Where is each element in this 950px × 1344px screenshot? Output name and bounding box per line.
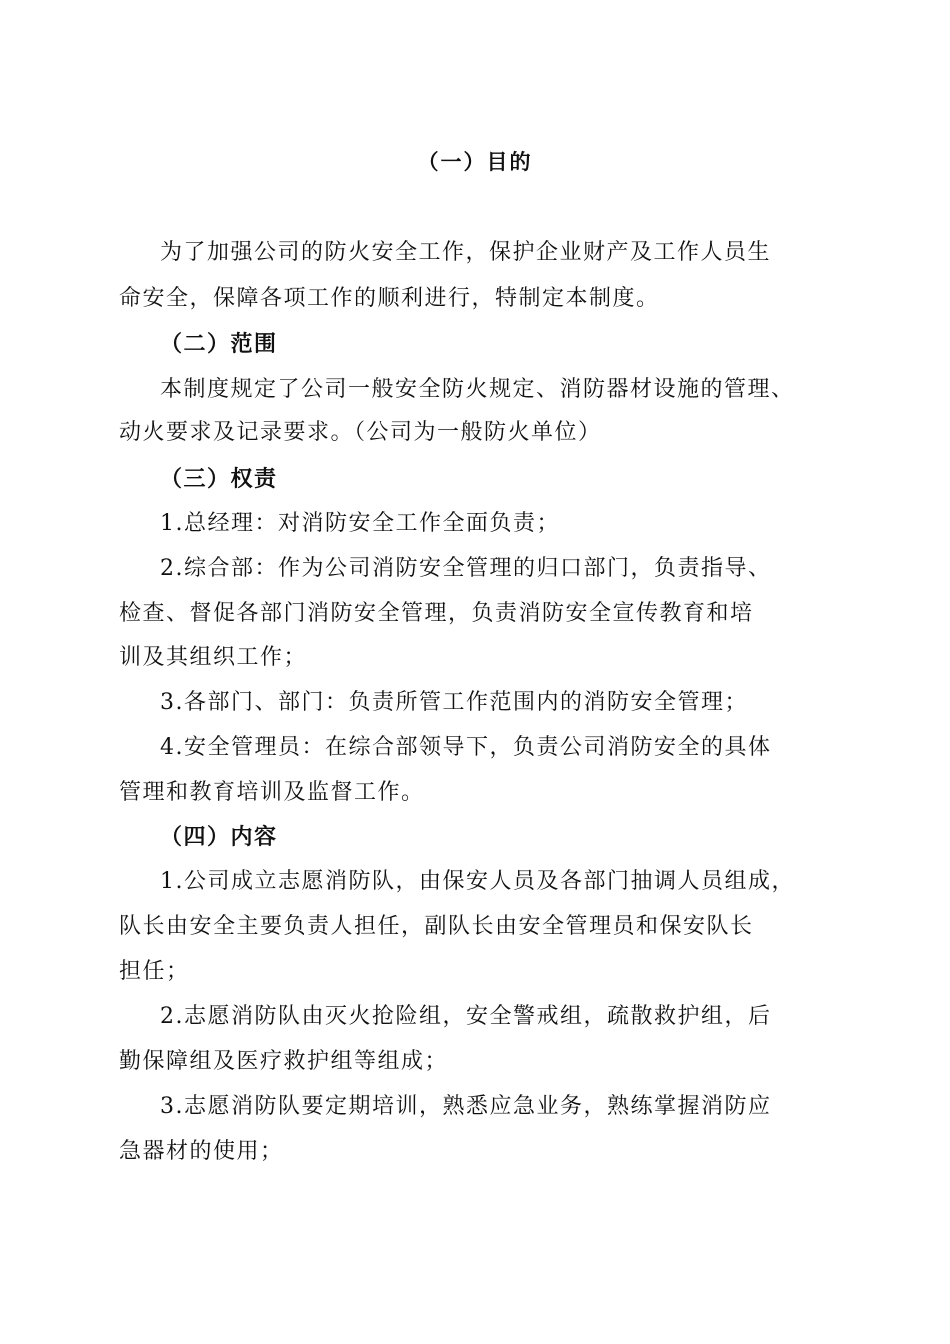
paragraph-line: 3.志愿消防队要定期培训，熟悉应急业务，熟练掌握消防应 [160, 1094, 772, 1119]
paragraph-line: 1.总经理：对消防安全工作全面负责； [160, 511, 560, 536]
paragraph-line: 命安全，保障各项工作的顺利进行，特制定本制度。 [119, 286, 660, 311]
paragraph-line: 1.公司成立志愿消防队，由保安人员及各部门抽调人员组成， [160, 869, 795, 894]
paragraph-line: 急器材的使用； [119, 1139, 284, 1164]
paragraph-line: 检查、督促各部门消防安全管理，负责消防安全宣传教育和培 [119, 601, 754, 626]
paragraph-line: 2.综合部：作为公司消防安全管理的归口部门，负责指导、 [160, 556, 772, 581]
paragraph-line: 本制度规定了公司一般安全防火规定、消防器材设施的管理、 [160, 377, 795, 402]
section-heading-content: （四）内容 [160, 824, 278, 850]
paragraph-line: 队长由安全主要负责人担任，副队长由安全管理员和保安队长 [119, 914, 754, 939]
paragraph-line: 勤保障组及医疗救护组等组成； [119, 1049, 449, 1074]
paragraph-line: 管理和教育培训及监督工作。 [119, 780, 425, 805]
section-heading-scope: （二）范围 [160, 331, 278, 357]
section-heading-responsibilities: （三）权责 [160, 466, 278, 492]
paragraph-line: 担任； [119, 959, 190, 984]
paragraph-line: 3.各部门、部门：负责所管工作范围内的消防安全管理； [160, 690, 748, 715]
paragraph-line: 训及其组织工作； [119, 645, 308, 670]
paragraph-line: 动火要求及记录要求。（公司为一般防火单位） [119, 420, 602, 445]
section-title-purpose: （一）目的 [417, 149, 533, 174]
paragraph-line: 4.安全管理员：在综合部领导下，负责公司消防安全的具体 [160, 735, 772, 760]
paragraph-line: 2.志愿消防队由灭火抢险组，安全警戒组，疏散救护组，后 [160, 1004, 772, 1029]
paragraph-line: 为了加强公司的防火安全工作，保护企业财产及工作人员生 [160, 240, 772, 265]
